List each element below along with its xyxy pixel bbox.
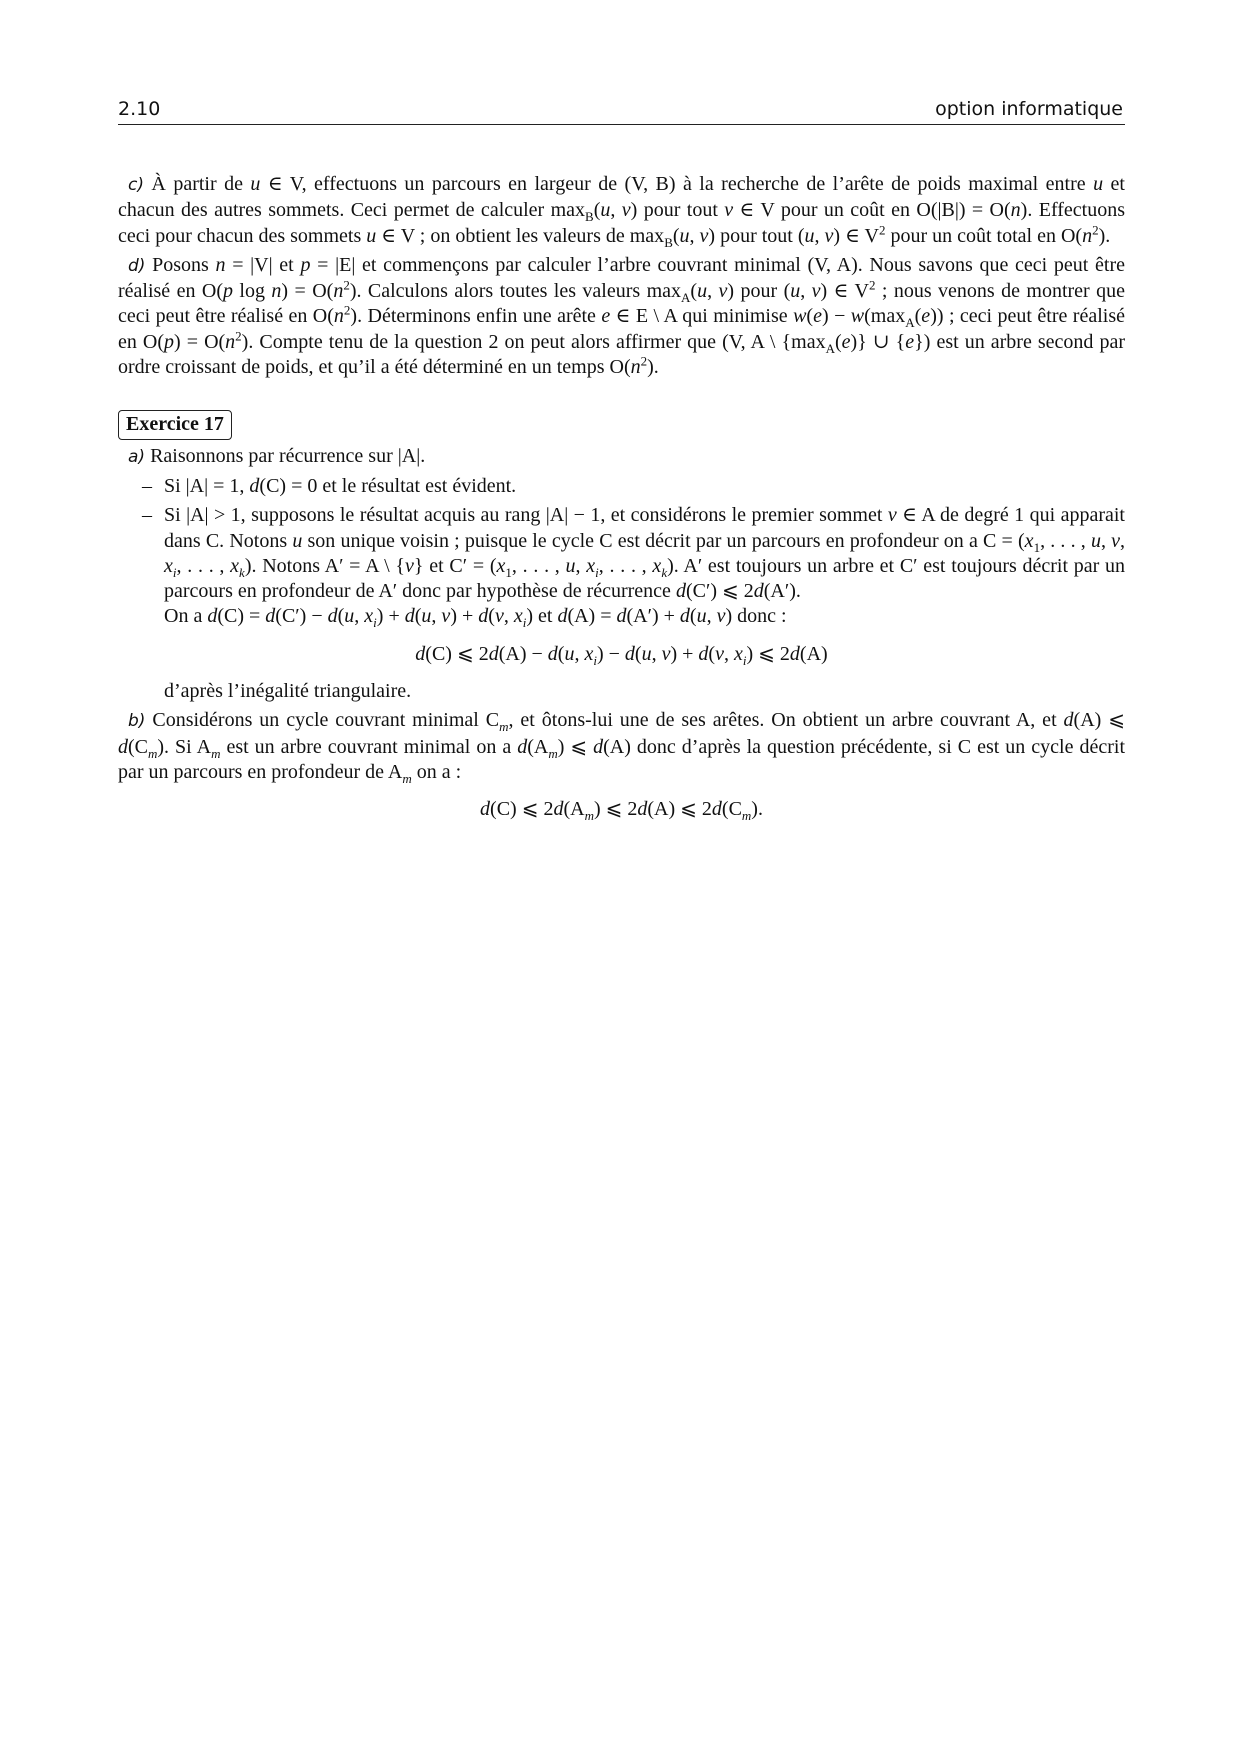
conclusion-line: d’après l’inégalité triangulaire. xyxy=(164,680,412,703)
display-equation-final: d(C) ⩽ $2d(A_m)$ ⩽ 2d(A) ⩽ $2d(C_m)$. xyxy=(480,798,763,824)
list-dash: – xyxy=(142,474,152,497)
item-label-d: d) xyxy=(128,255,146,276)
item-label-c: c) xyxy=(128,175,144,195)
section-title: option informatique xyxy=(935,98,1123,120)
item-label-b: b) xyxy=(128,711,146,732)
item-label-a: a) xyxy=(128,446,146,467)
page-body xyxy=(118,172,1125,835)
list-item: – Si |A| = 1, d(C) = 0 et le résultat est évident. xyxy=(118,474,1125,499)
case-list xyxy=(118,474,1125,630)
list-dash: – xyxy=(142,504,152,527)
section-number: 2.10 xyxy=(118,98,161,120)
display-equation: d(C) ⩽ 2d(A) − d(u, $x_i) - d(u$, v) + d(v, $x_i$) ⩽ 2d(A) xyxy=(415,642,828,668)
paragraph-d: d) Posons n = |V| et p = |E| et commençons par calculer l’arbre couvrant minimal (V, A). Nous savons que ceci peut être réalisé en O(p $\log n) = O(n^2)$. Calculons alors toutes les valeurs $\max_A(u$, v) pour (u, v) ∈ $V^2$ ; nous venons de montrer que ceci peut être réalisé en $O(n^2)$. Déterminons enfin une arête e ∈ E \ A qui minimise $w(e) - w(\max_A(e))$ ; ceci peut être réalisé en $O(p) = O(n^2)$. Compte tenu de la question 2 on peut alors affirmer que (V, A \ $\{\max_A(e)\}$ ∪ {e}) est un arbre second par ordre croissant de poids, et qu’il a été déterminé en un temps $O(n^2)$. xyxy=(118,253,1126,379)
paragraph-c: c) À partir de u ∈ V, effectuons un parcours en largeur de (V, B) à la recherche de l’arête de poids maximal entre u et chacun des autres sommets. Ceci permet de calculer $\max_B(u$, v) pour tout v ∈ V pour un coût en O(|B|) = O(n). Effectuons ceci pour chacun des sommets u ∈ V ; on obtient les valeurs de $\max_B(u$, v) pour tout (u, v) ∈ $V^2$ pour un coût total en $O(n^2)$. xyxy=(118,173,1125,250)
list-item: – Si |A| > 1, supposons le résultat acquis au rang |A| − 1, et considérons le premier sommet v ∈ A de degré 1 qui apparait dans C. Notons u son unique voisin ; puisque le cycle C est décrit par un parcours en profondeur on a $C = (x_1$, . . . , u, v, $x_i$, . . . , $x_k$). Notons A′ = A \ {v} et $C' = (x_1$, . . . , u, $x_i$, . . . , $x_k$). A′ est toujours un arbre et C′ est toujours décrit par un parcours en profondeur de A′ donc par hypothèse de récurrence d(C′) ⩽ 2d(A′). On a d(C) = d(C′) − d(u, $x_i) + d(u$, v) + d(v, $x_i$) et d(A) = d(A′) + d(u, v) donc : xyxy=(142,504,1126,631)
exercise-title: Exercice 17 xyxy=(118,410,232,439)
page-header xyxy=(118,96,1125,125)
paragraph-b: b) Considérons un cycle couvrant minimal $C_m$, et ôtons-lui une de ses arêtes. On obtient un arbre couvrant A, et d(A) ⩽ $d(C_m)$. Si $A_m$ est un arbre couvrant minimal on a $d(A_m)$ ⩽ d(A) donc d’après la question précédente, si C est un cycle décrit par un parcours en profondeur de $A_m$ on a : xyxy=(118,709,1125,786)
paragraph-a: a) Raisonnons par récurrence sur |A|. xyxy=(128,444,426,467)
